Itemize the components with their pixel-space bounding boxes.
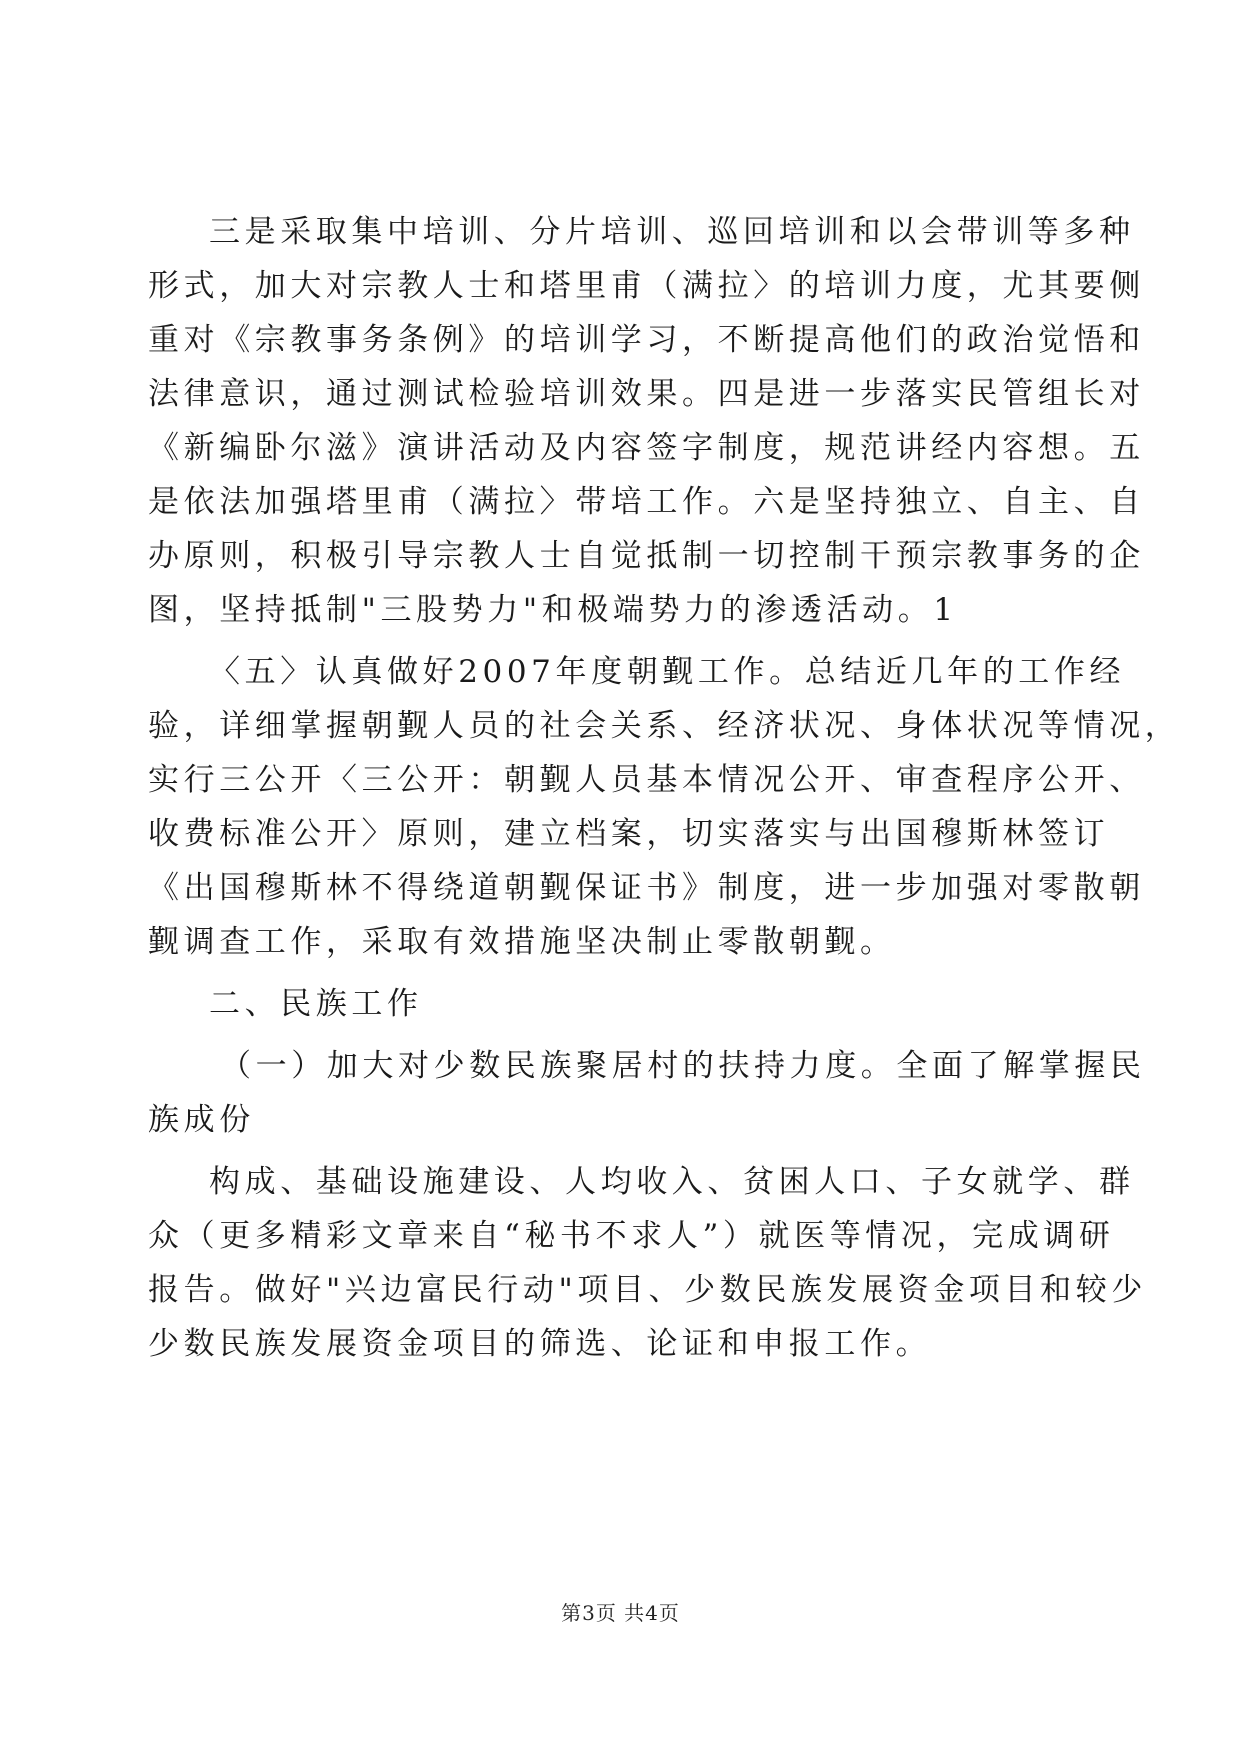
body-line-19: 众（更多精彩文章来自“秘书不求人”）就医等情况，完成调研 — [148, 1218, 1115, 1254]
body-line-9: 〈五〉认真做好2007年度朝觐工作。总结近几年的工作经 — [209, 654, 1126, 690]
body-line-20: 报告。做好"兴边富民行动"项目、少数民族发展资金项目和较少 — [148, 1272, 1147, 1308]
body-line-17: 族成份 — [148, 1102, 255, 1138]
body-line-4: 法律意识，通过测试检验培训效果。四是进一步落实民管组长对 — [148, 376, 1145, 412]
body-line-18: 构成、基础设施建设、人均收入、贫困人口、子女就学、群 — [209, 1164, 1135, 1200]
section-heading: 二、民族工作 — [209, 986, 423, 1022]
body-line-10: 验，详细掌握朝觐人员的社会关系、经济状况、身体状况等情况， — [148, 708, 1181, 744]
body-line-3: 重对《宗教事务条例》的培训学习，不断提高他们的政治觉悟和 — [148, 322, 1145, 358]
body-line-12: 收费标准公开〉原则，建立档案，切实落实与出国穆斯林签订 — [148, 816, 1110, 852]
body-line-7: 办原则，积极引导宗教人士自觉抵制一切控制干预宗教事务的企 — [148, 538, 1145, 574]
body-line-14: 觐调查工作，采取有效措施坚决制止零散朝觐。 — [148, 924, 896, 960]
page-footer: 第3页 共4页 — [561, 1601, 680, 1625]
body-line-1: 三是采取集中培训、分片培训、巡回培训和以会带训等多种 — [209, 214, 1135, 250]
body-line-8: 图，坚持抵制"三股势力"和极端势力的渗透活动。1 — [148, 592, 958, 628]
body-line-16: （一）加大对少数民族聚居村的扶持力度。全面了解掌握民 — [220, 1048, 1146, 1084]
body-line-2: 形式，加大对宗教人士和塔里甫（满拉〉的培训力度，尤其要侧 — [148, 268, 1145, 304]
body-line-21: 少数民族发展资金项目的筛选、论证和申报工作。 — [148, 1326, 932, 1362]
body-line-6: 是依法加强塔里甫（满拉〉带培工作。六是坚持独立、自主、自 — [148, 484, 1145, 520]
body-line-11: 实行三公开〈三公开：朝觐人员基本情况公开、审查程序公开、 — [148, 762, 1145, 798]
body-line-5: 《新编卧尔滋》演讲活动及内容签字制度，规范讲经内容想。五 — [148, 430, 1145, 466]
body-line-13: 《出国穆斯林不得绕道朝觐保证书》制度，进一步加强对零散朝 — [148, 870, 1145, 906]
